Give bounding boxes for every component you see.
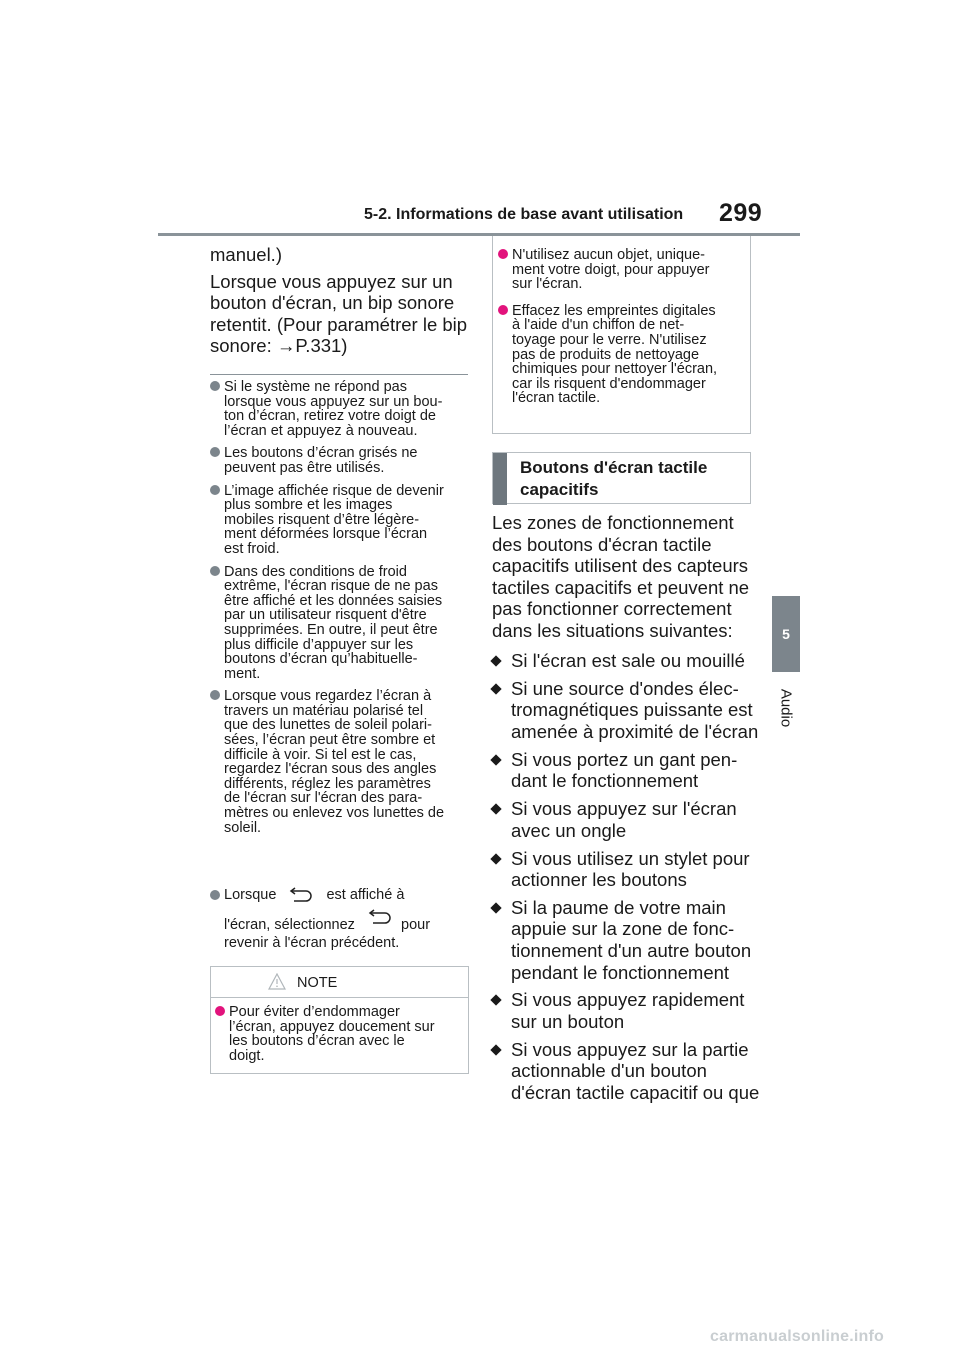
note-text: l'écran, sélectionnez (224, 917, 355, 933)
note-line: l’écran, appuyez doucement sur (229, 1018, 435, 1035)
note-line: l’écran et appuyez à nouveau. (224, 422, 418, 439)
list-line: Si vous appuyez rapidement (511, 989, 745, 1011)
diamond-bullet-icon (490, 995, 501, 1006)
bullet-icon (210, 485, 220, 495)
diamond-bullet-icon (490, 754, 501, 765)
note-line: supprimées. En outre, il peut être (224, 621, 438, 638)
section-title (492, 452, 751, 504)
note-line: de l'écran sur l'écran des para- (224, 790, 423, 807)
notes-list (210, 380, 470, 843)
note-text: Lorsque (224, 887, 277, 903)
note-line: mobiles risquent d’être légère- (224, 511, 420, 528)
list-line: sur un bouton (511, 1011, 625, 1033)
note-line: Les boutons d’écran grisés ne (224, 445, 418, 462)
note-line: mètres ou enlevez vos lunettes de (224, 805, 445, 822)
right-intro (492, 512, 762, 642)
list-line: dant le fonctionnement (511, 770, 699, 792)
diamond-bullet-icon (490, 683, 501, 694)
note-line: être affiché et les données saisies (224, 592, 443, 609)
diamond-bullet-icon (490, 1044, 501, 1055)
intro-line: des boutons d'écran tactile (492, 533, 712, 555)
note-line: pas de produits de nettoyage (512, 346, 700, 363)
intro-line: tactiles capacitifs et peuvent ne (492, 576, 750, 598)
left-intro (210, 244, 470, 357)
note-line: Dans des conditions de froid (224, 563, 407, 580)
list-item (492, 989, 762, 1032)
list-line: tromagnétiques puissante est (511, 699, 753, 721)
page-number: 299 (719, 199, 763, 227)
back-note (210, 882, 470, 951)
note-line: travers un matériau polarisé tel (224, 702, 424, 719)
caution-item (498, 248, 750, 292)
list-line: appuie sur la zone de fonc- (511, 918, 735, 940)
note-line: ment déformées lorsque l’écran (224, 526, 428, 543)
diamond-bullet-icon (490, 853, 501, 864)
note-line: ton d’écran, retirez votre doigt de (224, 408, 436, 425)
note-line: peuvent pas être utilisés. (224, 459, 385, 476)
back-arrow-icon (286, 887, 312, 904)
chapter-number: 5 (782, 626, 790, 642)
back-arrow-icon (365, 909, 391, 926)
note-box-title: NOTE (297, 975, 338, 991)
list-line: pendant le fonctionnement (511, 961, 730, 983)
section-title-line: capacitifs (520, 480, 599, 499)
caution-item (498, 304, 750, 406)
list-line: actionnable d'un bouton (511, 1060, 707, 1082)
note-box-header (211, 967, 468, 998)
chapter-label (770, 678, 802, 738)
note-text: pour (401, 917, 431, 933)
list-line: amenée à proximité de l'écran (511, 720, 759, 742)
note-line: Effacez les empreintes digitales (512, 302, 716, 319)
note-line: les boutons d’écran avec le (229, 1033, 405, 1050)
intro-line: capacitifs utilisent des capteurs (492, 555, 749, 577)
note-text: revenir à l'écran précédent. (224, 935, 400, 951)
note-line: plus difficile d’appuyer sur les (224, 636, 414, 653)
intro-line: pas fonctionner correctement (492, 598, 732, 620)
bullet-icon (210, 566, 220, 576)
list-line: Si une source d'ondes élec- (511, 677, 739, 699)
bullet-icon (498, 305, 508, 315)
warning-triangle-icon (268, 973, 286, 990)
intro-line: bouton d'écran, un bip sonore (210, 292, 455, 314)
intro-line: retentit. (Pour paramétrer le bip (210, 313, 468, 335)
note-line: doigt. (229, 1047, 265, 1064)
chapter-tab (772, 596, 800, 672)
intro-line: sonore: →P.331) (210, 335, 348, 357)
intro-line: Lorsque vous appuyez sur un (210, 270, 453, 292)
note-line: difficile à voir. Si tel est le cas, (224, 746, 417, 763)
intro-line: Les zones de fonctionnement (492, 512, 734, 533)
bullet-icon (215, 1006, 225, 1016)
list-item (492, 897, 762, 983)
conditions-list (492, 650, 762, 1110)
list-line: Si vous appuyez sur l'écran (511, 798, 737, 820)
note-item (210, 446, 470, 475)
note-line: est froid. (224, 540, 280, 557)
note-line: N'utilisez aucun objet, unique- (512, 247, 705, 263)
bullet-icon (498, 249, 508, 259)
note-line: Si le système ne répond pas (224, 379, 407, 395)
intro-line: dans les situations suivantes: (492, 619, 733, 641)
caution-box (492, 236, 751, 434)
diamond-bullet-icon (490, 902, 501, 913)
list-line: Si la paume de votre main (511, 896, 726, 918)
note-line: ment votre doigt, pour appuyer (512, 261, 710, 278)
note-line: chimiques pour nettoyer l'écran, (512, 361, 718, 378)
note-line: soleil. (224, 819, 262, 836)
chapter-label-text: Audio (777, 688, 795, 728)
note-line: extrême, l'écran risque de ne pas (224, 578, 438, 595)
list-item (492, 798, 762, 841)
note-line: l'écran tactile. (512, 390, 601, 407)
list-line: tionnement d'un autre bouton (511, 940, 752, 962)
note-line: plus sombre et les images (224, 497, 393, 514)
list-line: d'écran tactile capacitif ou que (511, 1082, 760, 1103)
note-box (210, 966, 469, 1074)
list-line: Si vous utilisez un stylet pour (511, 847, 750, 869)
note-line: toyage pour le verre. N'utilisez (512, 331, 707, 348)
note-line: sées, l’écran peut être sombre et (224, 732, 436, 749)
note-line: différents, réglez les paramètres (224, 775, 431, 792)
note-line: Lorsque vous regardez l’écran à (224, 688, 432, 705)
list-item (492, 848, 762, 891)
note-box-item (215, 1005, 468, 1063)
section-title-bar (493, 453, 507, 505)
list-line: Si vous appuyez sur la partie (511, 1038, 749, 1060)
bullet-icon (210, 890, 220, 900)
list-item (492, 678, 762, 743)
list-item (492, 749, 762, 792)
note-item (210, 565, 470, 682)
diamond-bullet-icon (490, 655, 501, 666)
bullet-icon (210, 381, 220, 391)
note-item (210, 484, 470, 557)
note-line: lorsque vous appuyez sur un bou- (224, 393, 443, 410)
list-item (492, 650, 762, 672)
note-line: par un utilisateur risquent d'être (224, 607, 427, 624)
section-separator (210, 374, 468, 375)
note-line: ment. (224, 665, 261, 682)
note-line: boutons d’écran qu’habituelle- (224, 651, 418, 668)
list-item (492, 1039, 762, 1104)
diamond-bullet-icon (490, 803, 501, 814)
note-line: à l'aide d'un chiffon de net- (512, 317, 685, 334)
note-line: que des lunettes de soleil polari- (224, 717, 432, 734)
list-line: avec un ongle (511, 819, 627, 841)
list-line: Si l'écran est sale ou mouillé (511, 650, 745, 671)
section-header: 5-2. Informations de base avant utilisation (364, 206, 684, 223)
section-title-line: Boutons d'écran tactile (520, 458, 708, 477)
note-text: est affiché à (326, 887, 405, 903)
list-line: Si vous portez un gant pen- (511, 748, 738, 770)
note-line: sur l'écran. (512, 276, 583, 293)
note-line: L’image affichée risque de devenir (224, 482, 444, 499)
note-line: regardez l'écran sous des angles (224, 761, 437, 778)
list-line: actionner les boutons (511, 869, 687, 891)
note-item (210, 380, 470, 438)
note-line: car ils risquent d'endommager (512, 375, 706, 392)
footer-watermark[interactable]: carmanualsonline.info (710, 1328, 885, 1345)
note-line: Pour éviter d’endommager (229, 1004, 400, 1020)
note-item (210, 689, 470, 835)
intro-line: manuel.) (210, 244, 282, 265)
